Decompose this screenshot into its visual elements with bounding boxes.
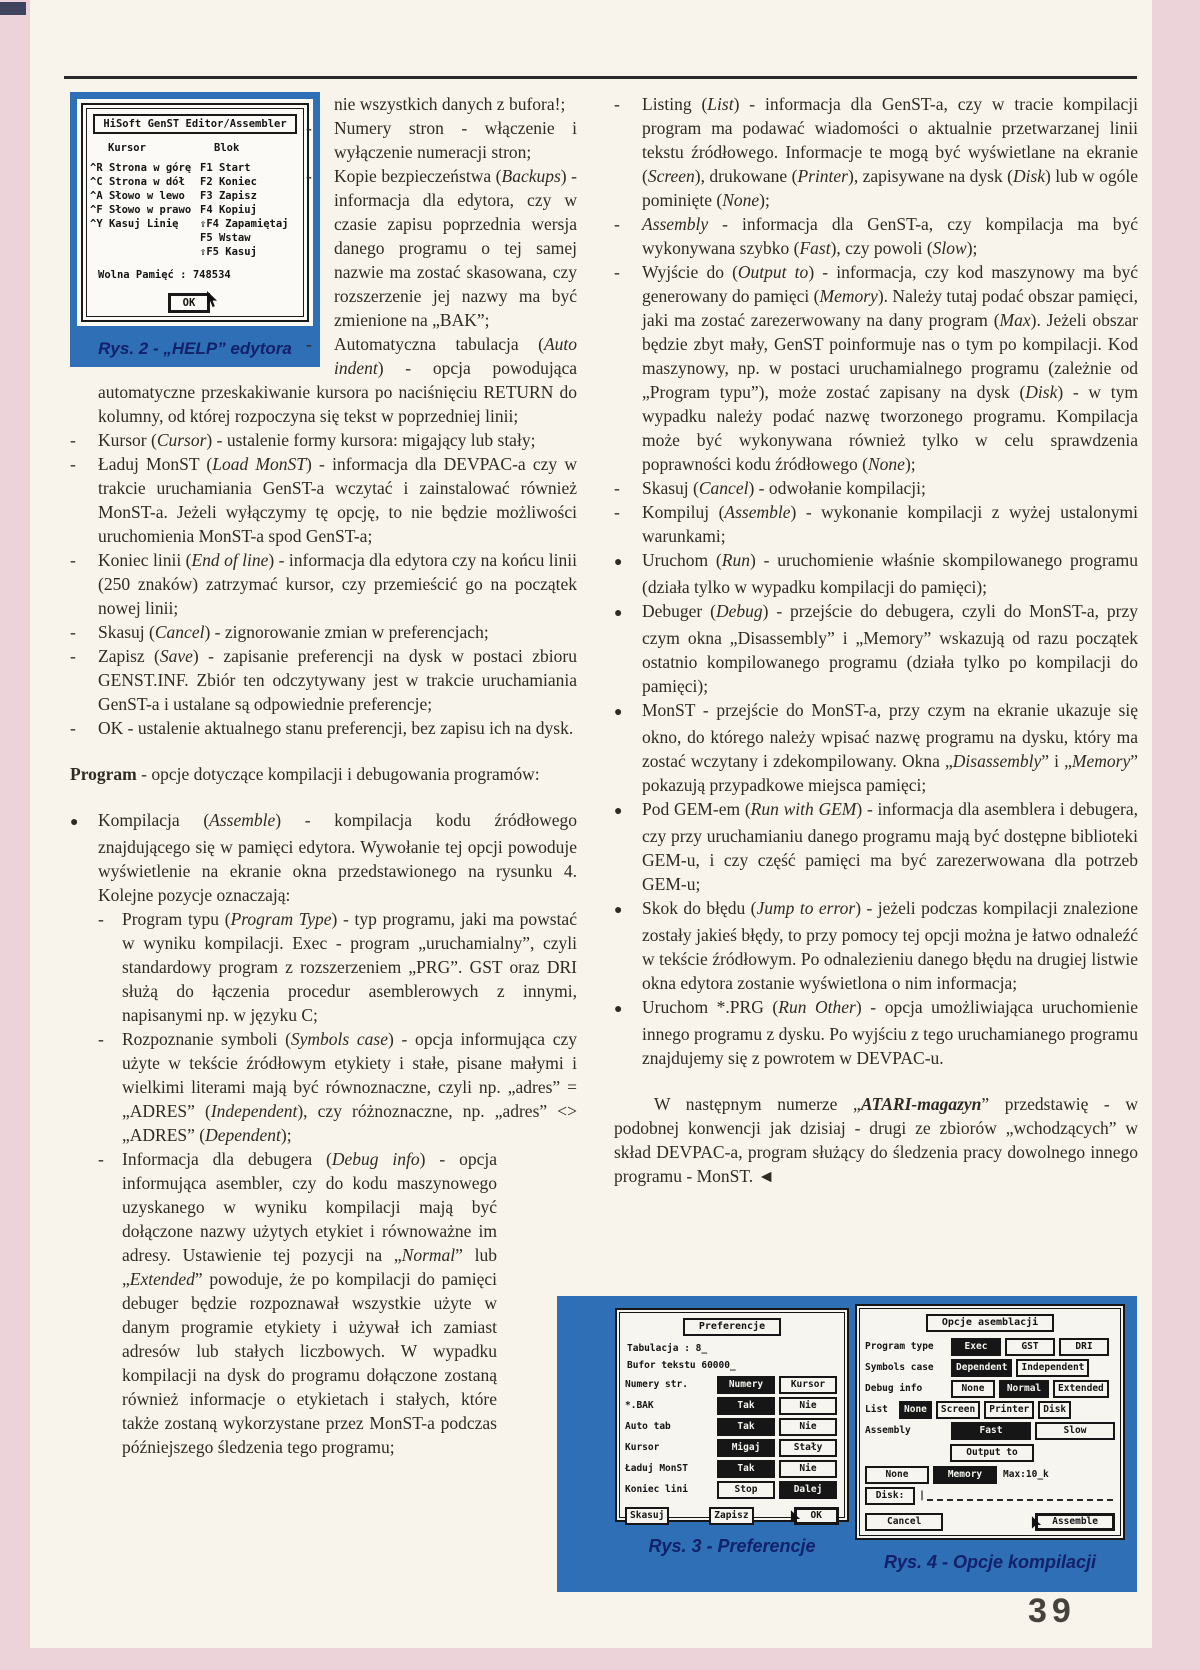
disk-row — [865, 1487, 1115, 1505]
pref-row — [625, 1460, 839, 1478]
kursor-shortcut-list — [90, 161, 200, 259]
dialog-title: Opcje asemblacji — [926, 1314, 1054, 1332]
blok-column-header: Blok — [214, 142, 240, 154]
list-item-text: Automatyczna tabulacja (Auto indent) - opcja powodująca automatyczne przeskakiwanie kursora po naciśnięciu RETURN do kolumny, od której rozpoczyna się tekst w poprzedniej linii; — [98, 334, 577, 426]
list-item — [70, 620, 577, 644]
list-item-text: Kompiluj (Assemble) - wykonanie kompilacji z wyżej ustalonymi warunkami; — [642, 502, 1138, 546]
shortcut-line: F2 Koniec — [200, 176, 257, 188]
row-label: Ładuj MonST — [625, 1463, 688, 1474]
figure-panel — [557, 1296, 1137, 1592]
toggle-button: None — [865, 1466, 929, 1484]
list-item — [70, 428, 577, 452]
list-item — [70, 548, 577, 620]
list-item — [614, 599, 1138, 698]
option-row — [865, 1401, 1115, 1419]
list-item — [614, 212, 1138, 260]
list-item — [614, 548, 1138, 599]
memory-row — [865, 1466, 1115, 1484]
toggle-button: Fast — [951, 1422, 1031, 1440]
list-item-text: Program typu (Program Type) - typ programu, jaki ma powstać w wyniku kompilacji. Exec - program „uruchamialny”, czyli standardowy program z rozszerzeniem „PRG”. GST oraz DRI służą do łączenia procedur asemblerowych z innymi, napisanymi np. w języku C; — [122, 909, 577, 1025]
top-rule — [64, 76, 1137, 79]
toggle-button: Nie — [779, 1460, 837, 1478]
toggle-button: Tak — [717, 1460, 775, 1478]
shortcut-line: F1 Start — [200, 162, 251, 174]
dash-marker: - — [70, 718, 76, 738]
dash-marker: - — [306, 166, 312, 186]
dash-marker: - — [306, 334, 312, 354]
list-item-text: Numery stron - włączenie i wyłączenie numeracji stron; — [334, 118, 577, 162]
toggle-button: Kursor — [779, 1376, 837, 1394]
shortcut-line: ⇧F4 Zapamiętaj — [200, 218, 289, 230]
ok-button: OK — [168, 293, 211, 313]
list-item — [614, 500, 1138, 548]
toggle-button: Nie — [779, 1418, 837, 1436]
column-headers — [92, 141, 298, 155]
list-item-text: Zapisz (Save) - zapisanie preferencji na dysk w postaci zbioru GENST.INF. Zbiór ten odczytywany jest w trakcie uruchamiania GenST-a i ustalane są odpowiednie preferencje; — [98, 646, 577, 714]
list-item — [70, 1027, 577, 1147]
zapisz-button: Zapisz — [709, 1507, 753, 1525]
dash-marker: - — [70, 646, 76, 666]
text-buffer-line: Bufor tekstu 60000_ — [627, 1360, 736, 1371]
bullet-marker: ● — [614, 1002, 623, 1017]
kursor-column-header: Kursor — [108, 142, 146, 154]
shortcut-line: ^R Strona w górę — [90, 162, 192, 174]
shortcut-line: ^F Słowo w prawo — [90, 204, 192, 216]
dash-marker: - — [614, 262, 620, 282]
list-item-text: Kursor (Cursor) - ustalenie formy kursora: migający lub stały; — [98, 430, 536, 450]
list-item-text: Uruchom *.PRG (Run Other) - opcja umożliwiająca uruchomienie innego programu z dysku. Po wyjściu z tego uruchamianego programu znajdujemy się z powrotem w DEVPAC-u. — [642, 997, 1138, 1068]
toggle-button: Tak — [717, 1397, 775, 1415]
shortcut-line: F5 Wstaw — [200, 232, 251, 244]
toggle-button: Dalej — [779, 1481, 837, 1499]
row-label: Koniec lini — [625, 1484, 688, 1495]
toggle-button: DRI — [1059, 1338, 1109, 1356]
toggle-button: Numery — [717, 1376, 775, 1394]
toggle-button: Exec — [951, 1338, 1001, 1356]
figure-caption-rys3: Rys. 3 - Preferencje — [648, 1536, 816, 1556]
toggle-button: Memory — [933, 1466, 997, 1484]
option-row — [865, 1422, 1115, 1440]
figure-caption-rys2: Rys. 2 - „HELP” edytora — [70, 332, 320, 367]
list-item-text: OK - ustalenie aktualnego stanu preferencji, bez zapisu ich na dysk. — [98, 718, 574, 738]
list-item-text: Kopie bezpieczeństwa (Backups) - informacja dla edytora, czy w czasie zapisu poprzednia wersja danego programu o tej samej nazwie ma zostać skasowana, czy rozszerzenie jej nazwy ma być zmienione na „BAK”; — [334, 166, 578, 330]
toggle-button: Stały — [779, 1439, 837, 1457]
pref-row — [625, 1376, 839, 1394]
list-item — [70, 907, 577, 1027]
shortcut-line: ⇧F5 Kasuj — [200, 246, 257, 258]
ok-button: OK — [794, 1507, 839, 1525]
page-number: 39 — [1028, 1592, 1076, 1630]
disk-filename-line — [927, 1489, 1113, 1501]
closing-paragraph: W następnym numerze „ATARI-magazyn” przedstawię - w podobnej konwencji jak dzisiaj - drugi ze zbiorów „wchodzących” w skład DEVPAC-a, program służący do śledzenia pracy dowolnego innego programu - MonST. ◄ — [614, 1094, 1138, 1186]
option-row — [865, 1338, 1115, 1356]
row-label: Auto tab — [625, 1421, 671, 1432]
toggle-button: Disk — [1038, 1401, 1071, 1419]
shortcut-line: F3 Zapisz — [200, 190, 257, 202]
assemble-button: Assemble — [1035, 1513, 1115, 1531]
pref-row — [625, 1481, 839, 1499]
toggle-button: Extended — [1053, 1380, 1109, 1398]
dash-marker: - — [70, 550, 76, 570]
pref-row — [625, 1439, 839, 1457]
toggle-button: None — [899, 1401, 932, 1419]
toggle-button: Printer — [984, 1401, 1034, 1419]
toggle-button: Dependent — [951, 1359, 1012, 1377]
list-item — [70, 716, 577, 740]
output-to-button: Output to — [950, 1444, 1033, 1462]
list-item-text: Uruchom (Run) - uruchomienie właśnie skompilowanego programu (działa tylko w wypadku kompilacji do pamięci); — [642, 550, 1138, 597]
shortcut-line: F4 Kopiuj — [200, 204, 257, 216]
list-item-text: Skok do błędu (Jump to error) - jeżeli podczas kompilacji znalezione zostały jakieś błędy, to przy pomocy tej opcji można je łatwo odnaleźć w tekście źródłowym. Po odnalezieniu danego błędu na drugiej listwie okna edytora zostanie wyświetlona o nim informacja; — [642, 898, 1138, 993]
text-cursor: | — [919, 1490, 926, 1501]
list-item-text: Skasuj (Cancel) - zignorowanie zmian w preferencjach; — [98, 622, 489, 642]
row-label: Program type — [865, 1341, 934, 1352]
blok-shortcut-list — [200, 161, 300, 259]
scan-artifact-mark — [0, 2, 26, 15]
shortcut-line: ^Y Kasuj Linię — [90, 218, 179, 230]
list-item — [614, 896, 1138, 995]
tab-size-line: Tabulacja : 8_ — [627, 1343, 708, 1354]
list-item-text: Pod GEM-em (Run with GEM) - informacja dla asemblera i debugera, czy przy uruchamianiu danego programu mają być dostępne biblioteki GEM-u, i czy część pamięci ma być zarezerwowana dla potrzeb GEM-u; — [642, 799, 1138, 894]
max-memory-label: Max:10_k — [1003, 1469, 1049, 1480]
bullet-marker: ● — [614, 555, 623, 570]
list-item-text: Kompilacja (Assemble) - kompilacja kodu źródłowego znajdującego się w pamięci edytora. Wywołanie tej opcji powoduje wyświetlenie na ekranie okna przedstawionego na rysunku 4. Kolejne pozycje oznaczają: — [98, 810, 577, 905]
dash-marker: - — [306, 118, 312, 138]
list-item-text: Ładuj MonST (Load MonST) - informacja dla DEVPAC-a czy w trakcie uruchamiania GenST-a wczytać i zainstalować również MonST-a. Jeżeli wyłączymy tę opcję, to nie będzie możliwości uruchomienia MonST-a spod GenST-a; — [98, 454, 577, 546]
free-memory-line: Wolna Pamięć : 748534 — [98, 269, 231, 281]
list-item-text: Listing (List) - informacja dla GenST-a, czy w tracie kompilacji program ma podawać wiadomości o aktualnie przetwarzanej linii tekstu źródłowego. Informacje te mogą być wyświetlane na ekranie (Screen), drukowane (Printer), zapisywane na dysk (Disk) lub w ogóle pominięte (None); — [642, 94, 1138, 210]
list-item-text: Koniec linii (End of line) - informacja dla edytora czy na końcu linii (250 znaków) zatrzymać kursor, czy przemieścić go na początek nowej linii; — [98, 550, 578, 618]
list-item-text: Informacja dla debugera (Debug info) - opcja informująca asembler, czy do kodu maszynowego uzyskanego w wyniku kompilacji mają być dołączone nazwy użytych etykiet i równoważne im adresy. Ustawienie tej pozycji na „Normal” lub „Extended” powoduje, że po kompilacji do pamięci debuger będzie rozpoznawał wszystkie użyte w danym programie etykiety i używał ich zamiast adresów lub stałych liczbowych. W wypadku kompilacji na dysk do programu dołączone zostaną również informacje o etykietach i stałych, które także zostaną wykorzystane przez MonST-a podczas późniejszego śledzenia tego programu; — [122, 1149, 497, 1457]
dash-marker: - — [98, 1029, 104, 1049]
figure-rys2 — [70, 92, 320, 367]
toggle-button: Screen — [936, 1401, 980, 1419]
left-column — [70, 92, 577, 1467]
figure-caption-rys4: Rys. 4 - Opcje kompilacji — [883, 1552, 1097, 1572]
row-label: *.BAK — [625, 1400, 654, 1411]
dash-marker: - — [70, 430, 76, 450]
toggle-button: Independent — [1016, 1359, 1089, 1377]
list-item — [614, 476, 1138, 500]
toggle-button: Migaj — [717, 1439, 775, 1457]
list-item-text: MonST - przejście do MonST-a, przy czym na ekranie ukazuje się okno, do którego należy wpisać nazwę programu na dysku, który ma zostać wczytany i zdekompilowany. Okna „Disassembly” i „Memory” pokazują przypadkowe miejsca pamięci; — [642, 700, 1138, 795]
pref-row — [625, 1397, 839, 1415]
figure-blue-frame — [70, 92, 320, 333]
list-item — [70, 644, 577, 716]
shortcut-line: ^A Słowo w lewo — [90, 190, 185, 202]
toggle-button: Stop — [717, 1481, 775, 1499]
option-row — [865, 1359, 1115, 1377]
list-item — [614, 797, 1138, 896]
list-item — [614, 698, 1138, 797]
genst-help-dialog — [81, 103, 309, 322]
toggle-button: Normal — [999, 1380, 1049, 1398]
dialog-title: Preferencje — [683, 1318, 781, 1336]
list-item — [70, 452, 577, 548]
list-item-text: Rozpoznanie symboli (Symbols case) - opcja informująca czy użyte w tekście źródłowym etykiety i stałe, pisane małymi i wielkimi literami mają być równoznaczne, czyli np. „adres” = „ADRES” (Independent), czy różnoznaczne, np. „adres” <> „ADRES” (Dependent); — [122, 1029, 577, 1145]
toggle-button: Tak — [717, 1418, 775, 1436]
right-column — [614, 92, 1138, 1188]
pref-row — [625, 1418, 839, 1436]
bullet-marker: ● — [614, 804, 623, 819]
list-item-text: Assembly - informacja dla GenST-a, czy kompilacja ma być wykonywana szybko (Fast), czy powoli (Slow); — [642, 214, 1138, 258]
list-item-text: Wyjście do (Output to) - informacja, czy kod maszynowy ma być generowany do pamięci (Memory). Należy tutaj podać obszar pamięci, jaki ma zostać zarezerwowany na dany program (Max). Jeżeli obszar będzie zbyt mały, GenST poinformuje nas o tym po kompilacji. Kod maszynowy, np. w postaci uruchamialnego programu (zależnie od „Program typu”), może zostać zapisany na dysk (Disk) - w tym wypadku należy podać nazwę tworzonego programu. Kompilacja może być wykonywana również tylko w celu sprawdzenia poprawności kodu źródłowego (None); — [642, 262, 1138, 474]
dash-marker: - — [614, 478, 620, 498]
row-label: Kursor — [625, 1442, 660, 1453]
toggle-button: Slow — [1035, 1422, 1115, 1440]
bullet-marker: ● — [614, 903, 623, 918]
dash-marker: - — [98, 1149, 104, 1169]
dash-marker: - — [614, 214, 620, 234]
skasuj-button: Skasuj — [625, 1507, 669, 1525]
row-label: Debug info — [865, 1383, 923, 1394]
dash-marker: - — [98, 909, 104, 929]
list-item — [614, 92, 1138, 212]
list-item-text: Debuger (Debug) - przejście do debugera, czyli do MonST-a, przy czym okna „Disassembly” i „Memory” wskazują od razu początek ostatnio kompilowanego programu (działa tylko po kompilacji do pamięci); — [642, 601, 1138, 696]
dash-marker: - — [70, 454, 76, 474]
cancel-button: Cancel — [865, 1513, 943, 1531]
bullet-marker: ● — [614, 606, 623, 621]
list-item-text: Skasuj (Cancel) - odwołanie kompilacji; — [642, 478, 926, 498]
row-label: Symbols case — [865, 1362, 934, 1373]
assembly-options-dialog — [855, 1304, 1125, 1540]
bullet-marker: ● — [614, 705, 623, 720]
mouse-cursor-icon — [790, 1510, 801, 1527]
list-item — [614, 995, 1138, 1070]
toggle-button: None — [951, 1380, 995, 1398]
preferences-dialog — [615, 1308, 849, 1522]
program-section-heading: Program - opcje dotyczące kompilacji i debugowania programów: — [70, 764, 540, 784]
dash-marker: - — [614, 502, 620, 522]
option-row — [865, 1380, 1115, 1398]
list-item — [614, 260, 1138, 476]
row-label: Numery str. — [625, 1379, 688, 1390]
dash-marker: - — [614, 94, 620, 114]
toggle-button: GST — [1005, 1338, 1055, 1356]
shortcut-line: ^C Strona w dół — [90, 176, 185, 188]
row-label: List — [865, 1404, 888, 1415]
dash-marker: - — [70, 622, 76, 642]
mouse-cursor-icon — [1031, 1516, 1042, 1533]
continuation-text: nie wszystkich danych z bufora!; — [334, 94, 566, 114]
toggle-button: Nie — [779, 1397, 837, 1415]
dialog-title: HiSoft GenST Editor/Assembler — [93, 114, 296, 134]
list-item — [70, 808, 577, 907]
disk-button: Disk: — [865, 1487, 915, 1505]
mouse-cursor-icon — [206, 291, 218, 309]
bullet-marker: ● — [70, 815, 79, 830]
row-label: Assembly — [865, 1425, 911, 1436]
